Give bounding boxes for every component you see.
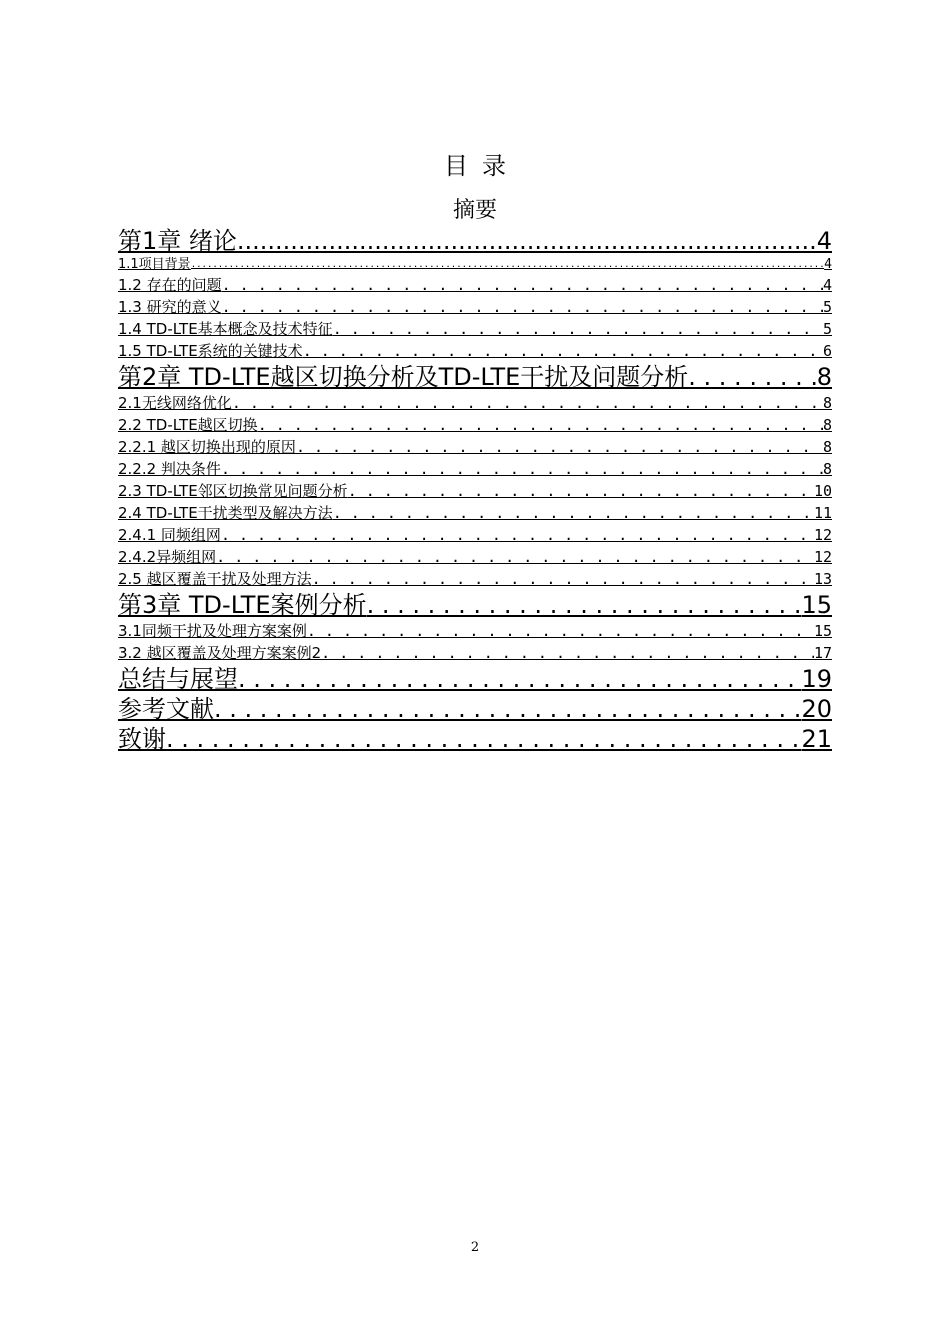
page-title: 目录 <box>444 152 520 180</box>
toc-entry-page: 4 <box>816 227 832 255</box>
toc-entry-page: 13 <box>813 570 832 588</box>
toc-leader-dots <box>222 274 823 296</box>
toc-leader-dots <box>321 642 814 664</box>
toc-leader-dots <box>307 620 814 642</box>
toc-leader-dots <box>258 414 823 436</box>
toc-entry[interactable] <box>118 590 832 620</box>
toc-leader-dots <box>333 318 823 340</box>
toc-entry[interactable] <box>118 274 832 296</box>
toc-entry[interactable] <box>118 546 832 568</box>
toc-entry-page: 15 <box>801 591 832 619</box>
toc-entry-label: 第1章 绪论 <box>118 227 237 255</box>
toc-entry-page: 4 <box>822 276 832 294</box>
table-of-contents <box>118 226 832 754</box>
toc-entry-label: 2.4 TD-LTE干扰类型及解决方法 <box>118 504 333 522</box>
toc-entry-label: 第2章 TD-LTE越区切换分析及TD-LTE干扰及问题分析 <box>118 363 689 391</box>
toc-entry-page: 15 <box>813 622 832 640</box>
toc-leader-dots <box>166 724 801 754</box>
toc-entry[interactable] <box>118 724 832 754</box>
toc-entry-label: 2.5 越区覆盖干扰及处理方法 <box>118 570 312 588</box>
toc-entry[interactable] <box>118 524 832 546</box>
toc-entry-label: 1.5 TD-LTE系统的关键技术 <box>118 342 303 360</box>
toc-leader-dots <box>222 296 823 318</box>
toc-leader-dots <box>333 502 814 524</box>
toc-leader-dots <box>232 392 823 414</box>
toc-entry-page: 12 <box>813 526 832 544</box>
toc-entry-label: 2.2 TD-LTE越区切换 <box>118 416 258 434</box>
toc-entry-page: 6 <box>822 342 832 360</box>
toc-entry[interactable] <box>118 436 832 458</box>
toc-entry[interactable] <box>118 642 832 664</box>
toc-leader-dots <box>688 362 816 392</box>
toc-entry-label: 参考文献 <box>118 695 214 723</box>
toc-leader-dots <box>237 226 817 256</box>
toc-leader-dots <box>221 524 814 546</box>
toc-leader-dots <box>296 436 823 458</box>
toc-entry[interactable] <box>118 296 832 318</box>
toc-entry-page: 8 <box>822 438 832 456</box>
toc-entry[interactable] <box>118 318 832 340</box>
toc-entry-label: 3.1同频干扰及处理方案案例 <box>118 622 307 640</box>
toc-entry-label: 总结与展望 <box>118 665 238 693</box>
toc-entry-label: 3.2 越区覆盖及处理方案案例2 <box>118 644 322 662</box>
toc-entry-label: 1.2 存在的问题 <box>118 276 222 294</box>
toc-entry-page: 19 <box>801 665 832 693</box>
toc-entry[interactable] <box>118 256 832 274</box>
toc-entry-page: 8 <box>822 394 832 412</box>
toc-entry[interactable] <box>118 694 832 724</box>
toc-entry-page: 8 <box>816 363 832 391</box>
toc-entry-page: 5 <box>822 298 832 316</box>
page-number: 2 <box>470 1240 480 1255</box>
toc-entry-label: 致谢 <box>118 725 166 753</box>
toc-entry-page: 11 <box>813 504 832 522</box>
toc-entry-label: 第3章 TD-LTE案例分析 <box>118 591 367 619</box>
toc-entry-label: 2.1无线网络优化 <box>118 394 232 412</box>
toc-entry[interactable] <box>118 362 832 392</box>
toc-leader-dots <box>221 458 823 480</box>
toc-leader-dots <box>367 590 802 620</box>
toc-entry-page: 8 <box>822 460 832 478</box>
toc-entry-label: 2.3 TD-LTE邻区切换常见问题分析 <box>118 482 348 500</box>
toc-leader-dots <box>238 664 801 694</box>
toc-entry[interactable] <box>118 664 832 694</box>
toc-entry[interactable] <box>118 620 832 642</box>
toc-entry-label: 2.4.1 同频组网 <box>118 526 221 544</box>
toc-entry[interactable] <box>118 502 832 524</box>
toc-entry[interactable] <box>118 568 832 590</box>
toc-entry[interactable] <box>118 392 832 414</box>
toc-leader-dots <box>216 546 814 568</box>
toc-entry-page: 20 <box>801 695 832 723</box>
toc-entry[interactable] <box>118 340 832 362</box>
toc-leader-dots <box>348 480 814 502</box>
toc-entry-page: 10 <box>813 482 832 500</box>
toc-entry-page: 17 <box>813 644 832 662</box>
toc-entry-label: 1.3 研究的意义 <box>118 298 222 316</box>
toc-entry[interactable] <box>118 226 832 256</box>
toc-leader-dots <box>303 340 823 362</box>
toc-entry-page: 12 <box>813 548 832 566</box>
abstract-heading[interactable]: 摘要 <box>452 198 497 223</box>
toc-entry-label: 1.1项目背景 <box>118 257 191 272</box>
toc-entry[interactable] <box>118 414 832 436</box>
toc-entry[interactable] <box>118 480 832 502</box>
toc-entry[interactable] <box>118 458 832 480</box>
toc-entry-page: 5 <box>822 320 832 338</box>
toc-leader-dots <box>214 694 801 724</box>
toc-entry-label: 1.4 TD-LTE基本概念及技术特征 <box>118 320 333 338</box>
toc-leader-dots <box>312 568 814 590</box>
toc-entry-page: 8 <box>822 416 832 434</box>
toc-entry-page: 4 <box>824 257 832 272</box>
toc-entry-page: 21 <box>801 725 832 753</box>
toc-entry-label: 2.2.2 判决条件 <box>118 460 221 478</box>
toc-entry-label: 2.2.1 越区切换出现的原因 <box>118 438 296 456</box>
toc-entry-label: 2.4.2异频组网 <box>118 548 217 566</box>
toc-leader-dots <box>191 256 824 274</box>
